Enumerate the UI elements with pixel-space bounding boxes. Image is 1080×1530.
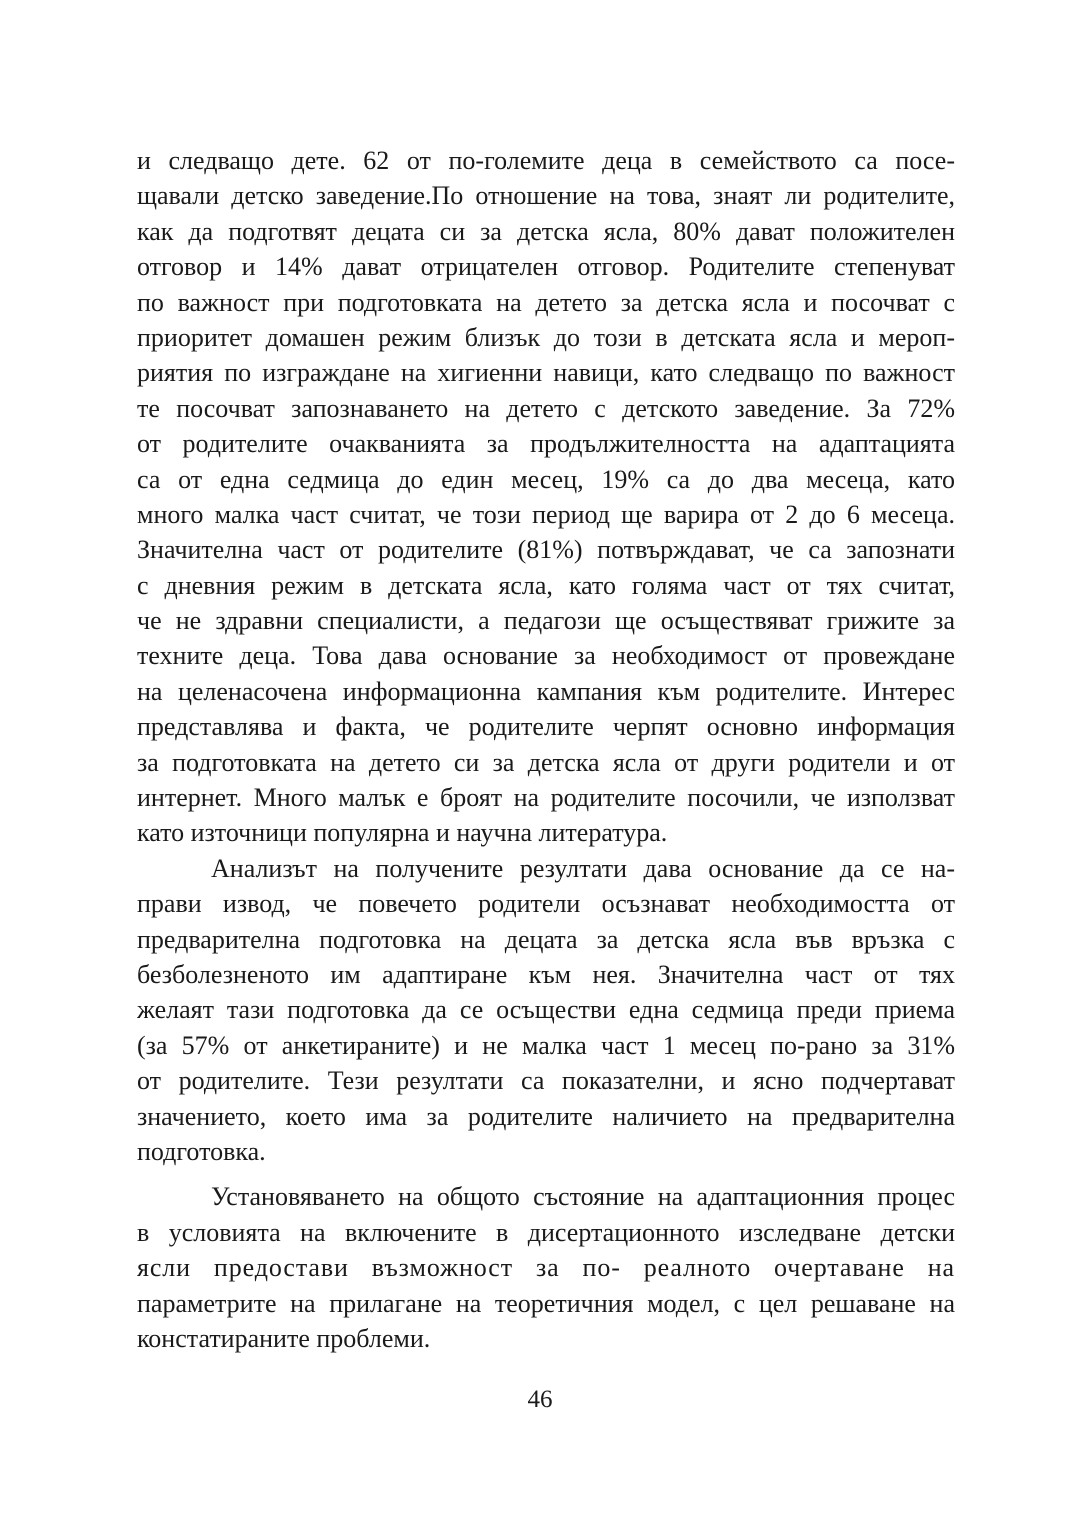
paragraph-spacer xyxy=(137,1169,955,1179)
text-line: за подготовката на детето си за детска ясла от други родители и от xyxy=(137,747,955,777)
text-line: прави извод, че повечето родители осъзнават необходимостта от xyxy=(137,889,955,919)
text-line: Установяването на общото състояние на адаптационния процес xyxy=(211,1182,955,1212)
text-line: много малка част считат, че този период ще варира от 2 до 6 месеца. xyxy=(137,499,955,529)
text-line: параметрите на прилагане на теоретичния модел, с цел решаване на xyxy=(137,1288,955,1318)
paragraph xyxy=(137,1179,955,1356)
text-line: с дневния режим в детската ясла, като голяма част от тях считат, xyxy=(137,570,955,600)
text-line: Анализът на получените резултати дава основание да се на- xyxy=(211,853,955,883)
text-line: приоритет домашен режим близък до този в детската ясла и мероп- xyxy=(137,322,955,352)
text-line: интернет. Много малък е броят на родителите посочили, че използват xyxy=(137,783,955,813)
page-number: 46 xyxy=(527,1386,553,1413)
text-line: риятия по изграждане на хигиенни навици, като следващо по важност xyxy=(137,358,955,388)
text-line: безболезненото им адаптиране към нея. Значителна част от тях xyxy=(137,959,955,989)
text-line: на целенасочена информационна кампания към родителите. Интерес xyxy=(137,676,955,706)
text-line: техните деца. Това дава основание за необходимост от провеждане xyxy=(137,641,955,671)
text-line: ясли предостави възможност за по- реалното очертаване на xyxy=(137,1253,955,1283)
text-line: предварителна подготовка на децата за детска ясла във връзка с xyxy=(137,924,955,954)
text-line: констатираните проблеми. xyxy=(137,1323,431,1353)
text-line: подготовка. xyxy=(137,1136,266,1166)
text-line: как да подготвят децата си за детска ясла, 80% дават положителен xyxy=(137,216,955,246)
text-line: от родителите. Тези резултати са показателни, и ясно подчертават xyxy=(137,1066,955,1096)
text-line: Значителна част от родителите (81%) потвърждават, че са запознати xyxy=(137,535,955,565)
text-line: значението, което има за родителите наличието на предварителна xyxy=(137,1101,955,1131)
text-line: че не здравни специалисти, а педагози ще осъществяват грижите за xyxy=(137,606,955,636)
text-line: представлява и факта, че родителите черпят основно информация xyxy=(137,712,955,742)
text-line: като източници популярна и научна литература. xyxy=(137,818,668,848)
text-line: отговор и 14% дават отрицателен отговор. Родителите степенуват xyxy=(137,252,955,282)
paragraph xyxy=(137,143,955,851)
text-line: желаят тази подготовка да се осъществи една седмица преди приема xyxy=(137,995,955,1025)
text-line: са от една седмица до един месец, 19% са до два месеца, като xyxy=(137,464,955,494)
text-line: те посочват запознаването на детето с детското заведение. За 72% xyxy=(137,393,955,423)
text-line: от родителите очакванията за продължителността на адаптацията xyxy=(137,429,955,459)
text-line: по важност при подготовката на детето за детска ясла и посочват с xyxy=(137,287,955,317)
text-line: щавали детско заведение.По отношение на това, знаят ли родителите, xyxy=(137,181,955,211)
paragraph xyxy=(137,851,955,1170)
text-line: (за 57% от анкетираните) и не малка част 1 месец по-рано за 31% xyxy=(137,1030,955,1060)
text-line: в условията на включените в дисертационното изследване детски xyxy=(137,1217,955,1247)
text-line: и следващо дете. 62 от по-големите деца в семейството са посе- xyxy=(137,146,955,175)
body-text xyxy=(137,143,955,1356)
